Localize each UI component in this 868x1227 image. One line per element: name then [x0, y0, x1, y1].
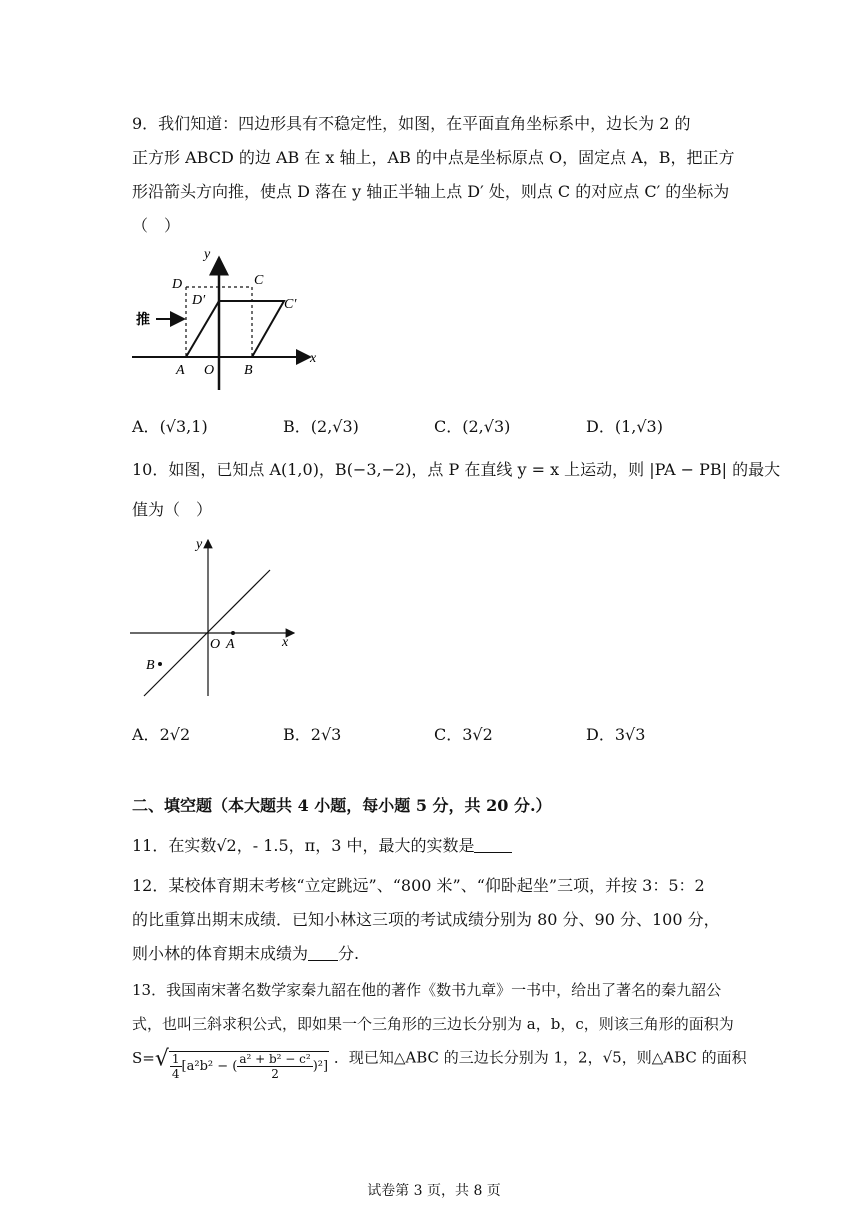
q9-label-y: y — [204, 247, 211, 262]
q9-option-d-label: D． — [586, 417, 615, 436]
q9-label-D: D — [172, 277, 183, 292]
q10-label-y: y — [196, 537, 203, 552]
q10-option-a-label: A． — [132, 725, 160, 744]
q12-line-3-b: 分. — [338, 944, 360, 963]
q9-push-label: 推 — [136, 313, 150, 328]
q10-point-A — [231, 631, 235, 635]
q9-line-2: 正方形 ABCD 的边 AB 在 x 轴上，AB 的中点是坐标原点 O，固定点 A，B，把正方 — [132, 148, 735, 167]
q12-line-3-a: 则小林的体育期末成绩为 — [132, 944, 309, 963]
q9-label-Cp: C′ — [284, 297, 297, 312]
q9-option-c[interactable] — [434, 414, 510, 437]
q9-option-b-value: (2,√3) — [310, 417, 359, 436]
q10-option-d[interactable] — [586, 722, 645, 745]
q10-line-1: 10．如图，已知点 A(1,0)，B(−3,−2)，点 P 在直线 y = x 上运动，则 |PA − PB| 的最大 — [132, 460, 781, 479]
q13-line-3 — [132, 1046, 747, 1081]
q9-option-c-value: (2,√3) — [462, 417, 511, 436]
q10-option-b[interactable] — [283, 722, 341, 745]
q9-label-x: x — [310, 351, 317, 366]
q9-option-d[interactable] — [586, 414, 663, 437]
q11-line — [132, 836, 512, 856]
q10-option-c-value: 3√2 — [462, 725, 493, 744]
q10-label-x: x — [282, 635, 289, 650]
q10-figure — [126, 534, 306, 702]
q13-line-3-text: ．现已知△ABC 的三边长分别为 1，2，√5，则△ABC 的面积 — [333, 1048, 747, 1067]
q9-option-a-label: A． — [132, 417, 160, 436]
page-footer: 试卷第 3 页，共 8 页 — [367, 1183, 501, 1199]
q10-label-O: O — [210, 637, 221, 652]
section-title-fill-in: 二、填空题（本大题共 4 小题，每小题 5 分，共 20 分.） — [132, 796, 552, 815]
q9-label-B: B — [244, 363, 253, 378]
q9-option-b[interactable] — [283, 414, 359, 437]
q9-label-O: O — [204, 363, 215, 378]
q12-answer-blank[interactable] — [308, 959, 338, 961]
q13-line-1: 13．我国南宋著名数学家秦九韶在他的著作《数书九章》一书中，给出了著名的秦九韶公 — [132, 981, 722, 999]
q10-option-a-value: 2√2 — [159, 725, 191, 744]
q10-line-2: 值为（ ） — [132, 500, 213, 519]
q10-option-a[interactable] — [132, 722, 190, 745]
q12-line-2: 的比重算出期末成绩．已知小林这三项的考试成绩分别为 80 分、90 分、100 分， — [132, 910, 720, 929]
q12-line-3 — [132, 944, 359, 964]
q9-line-1: 9．我们知道：四边形具有不稳定性，如图，在平面直角坐标系中，边长为 2 的 — [132, 114, 691, 133]
q10-label-B: B — [146, 658, 155, 673]
q10-point-B — [158, 662, 162, 666]
q12-line-1: 12．某校体育期末考核“立定跳远”、“800 米”、“仰卧起坐”三项，并按 3：5：2 — [132, 876, 705, 895]
q10-option-c[interactable] — [434, 722, 493, 745]
q13-line-2: 式，也叫三斜求积公式，即如果一个三角形的三边长分别为 a，b，c，则该三角形的面积为 — [132, 1015, 734, 1033]
q9-line-4: （ ） — [132, 216, 181, 235]
q9-parallelogram — [186, 301, 284, 357]
q9-label-C: C — [254, 273, 264, 288]
q11-text: 11．在实数√2，- 1.5，π，3 中，最大的实数是 — [132, 836, 475, 855]
q10-option-d-value: 3√3 — [614, 725, 646, 744]
q9-option-a-value: (√3,1) — [159, 417, 208, 436]
q10-label-A: A — [226, 637, 235, 652]
q10-option-b-label: B． — [283, 725, 311, 744]
q10-option-d-label: D． — [586, 725, 615, 744]
q11-answer-blank[interactable] — [474, 851, 512, 853]
q9-label-A: A — [176, 363, 185, 378]
q13-formula: S=√ $\frac{1}{4}$ [a²b² − ( $\frac{\text{a² + b² − c²}}{2}$ )²] — [132, 1046, 329, 1081]
q9-option-a[interactable] — [132, 414, 208, 437]
q9-option-c-label: C． — [434, 417, 463, 436]
q9-label-Dp: D′ — [192, 293, 206, 308]
q10-option-c-label: C． — [434, 725, 463, 744]
q9-line-3: 形沿箭头方向推，使点 D 落在 y 轴正半轴上点 D′ 处，则点 C 的对应点 C′ 的坐标为 — [132, 182, 730, 201]
q10-option-b-value: 2√3 — [310, 725, 342, 744]
q9-option-d-value: (1,√3) — [614, 417, 663, 436]
q9-figure — [128, 244, 328, 394]
q9-option-b-label: B． — [283, 417, 311, 436]
q13-formula-prefix: S= — [132, 1048, 155, 1067]
